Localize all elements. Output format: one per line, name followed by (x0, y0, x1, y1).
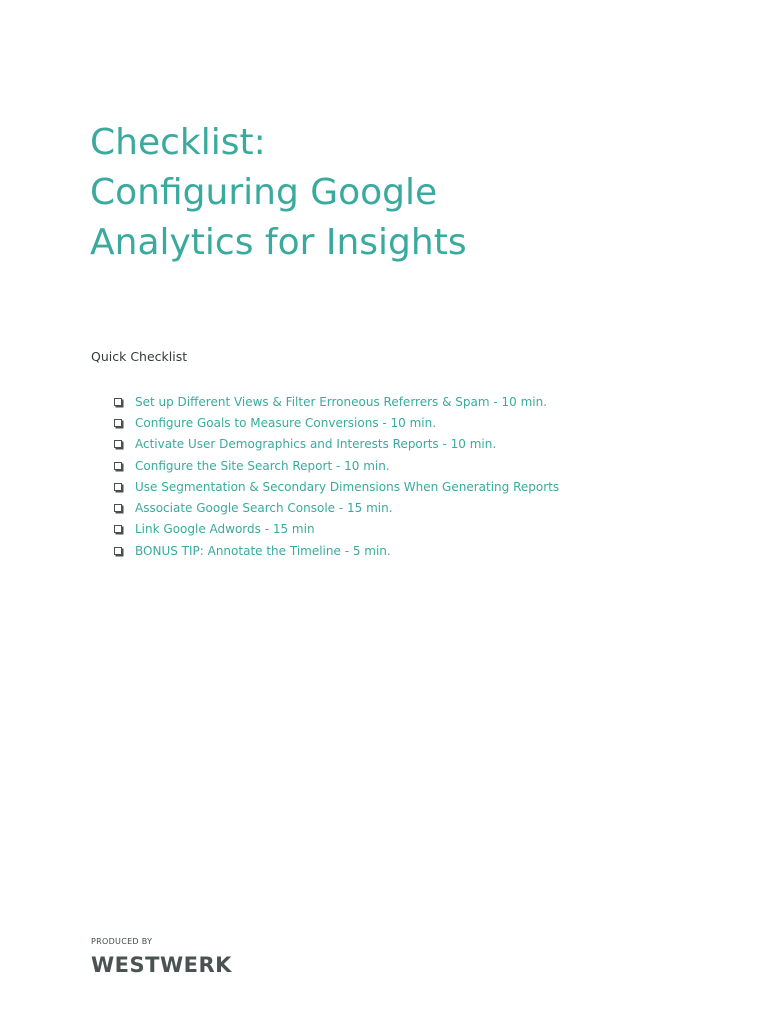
checklist-item (114, 412, 559, 433)
checklist-item (114, 476, 559, 497)
westwerk-logo: WESTWERK (91, 953, 232, 977)
checklist-item-label: Activate User Demographics and Interests Reports - 10 min. (135, 437, 497, 452)
checklist-item (114, 540, 559, 561)
title-line-1: Checklist: (90, 122, 266, 163)
checklist-item-label: Configure the Site Search Report - 10 min. (135, 458, 390, 473)
checklist-item-label: Link Google Adwords - 15 min (135, 522, 315, 537)
checkbox-icon (114, 483, 122, 491)
checkbox-icon (114, 419, 122, 427)
checklist-item-label: Set up Different Views & Filter Erroneous Referrers & Spam - 10 min. (135, 394, 548, 409)
checklist-item (114, 497, 559, 518)
checkbox-icon (114, 525, 122, 533)
section-heading: Quick Checklist (91, 349, 188, 364)
checklist-item-label: BONUS TIP: Annotate the Timeline - 5 min. (135, 543, 391, 558)
checkbox-icon (114, 440, 122, 448)
checklist-item-label: Associate Google Search Console - 15 min. (135, 501, 393, 516)
title-line-3: Analytics for Insights (90, 222, 467, 263)
checklist-item (114, 391, 559, 412)
checklist-item (114, 519, 559, 540)
produced-by-label: PRODUCED BY (91, 937, 153, 946)
title-line-2: Configuring Google (90, 172, 438, 213)
checklist-item (114, 434, 559, 455)
checklist-item (114, 455, 559, 476)
checklist-item-label: Use Segmentation & Secondary Dimensions When Generating Reports (135, 479, 560, 494)
checklist-item-label: Configure Goals to Measure Conversions - 10 min. (135, 415, 437, 430)
checklist (114, 391, 559, 561)
checkbox-icon (114, 398, 122, 406)
page-title (90, 118, 467, 268)
checkbox-icon (114, 462, 122, 470)
checkbox-icon (114, 547, 122, 555)
checkbox-icon (114, 504, 122, 512)
